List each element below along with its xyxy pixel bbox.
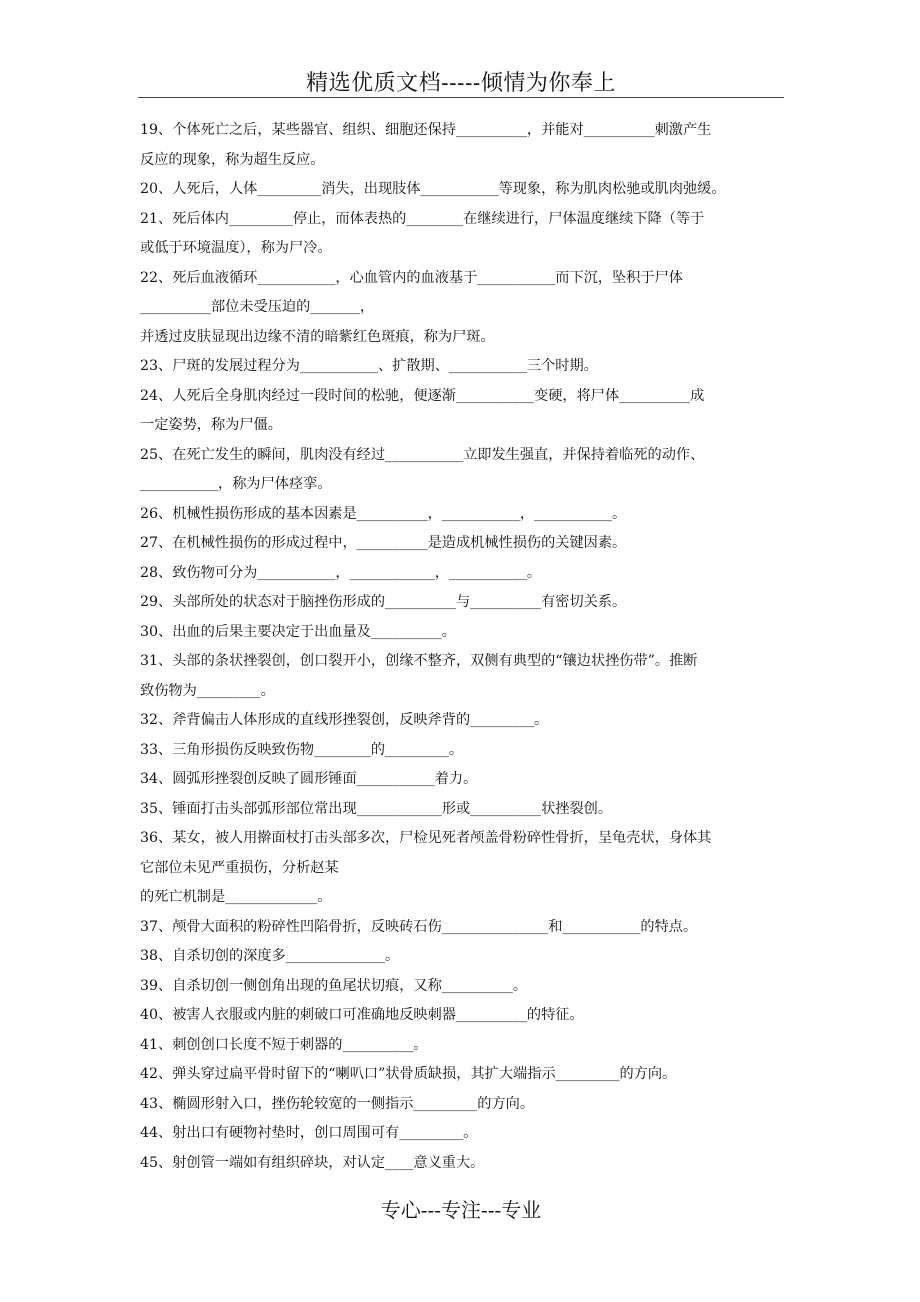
text-line: 32、斧背偏击人体形成的直线形挫裂创，反映斧背的_________。 (140, 712, 549, 728)
text-line: 反应的现象，称为超生反应。 (140, 151, 325, 168)
text-line: 23、尸斑的发展过程分为___________、扩散期、___________三个时期。 (140, 358, 598, 374)
text-line: 20、人死后，人体_________消失，出现肢体___________等现象，称为肌肉松驰或肌肉弛缓。 (140, 181, 726, 197)
text-line: 34、圆弧形挫裂创反映了圆形锤面___________着力。 (140, 771, 478, 787)
text-line: 36、某女，被人用擀面杖打击头部多次，尸检见死者颅盖骨粉碎性骨折，呈龟壳状，身体其 (140, 830, 712, 846)
text-line: 43、椭圆形射入口，挫伤轮较宽的一侧指示_________的方向。 (140, 1095, 535, 1112)
header-divider (138, 97, 784, 98)
page-footer: 专心---专注---专业 (380, 1198, 542, 1222)
text-line: 22、死后血液循环___________，心血管内的血液基于___________而下沉，坠积于尸体 (140, 269, 683, 286)
text-line: 29、头部所处的状态对于脑挫伤形成的__________与__________有密切关系。 (140, 594, 627, 610)
text-line: 致伤物为_________。 (140, 682, 275, 699)
text-line: 38、自杀切创的深度多______________。 (140, 948, 400, 964)
text-line: 28、致伤物可分为___________，____________，___________。 (140, 564, 542, 581)
question-list (140, 116, 784, 1178)
text-line: 30、出血的后果主要决定于出血量及__________。 (140, 623, 456, 640)
text-line: 19、个体死亡之后，某些器官、组织、细胞还保持__________，并能对__________刺激产生 (140, 122, 712, 138)
text-line: 37、颅骨大面积的粉碎性凹陷骨折，反映砖石伤_______________和___________的特点。 (140, 918, 698, 935)
text-line: 42、弹头穿过扁平骨时留下的“喇叭口”状骨质缺损，其扩大端指示_________的方向。 (140, 1066, 677, 1082)
text-line: 21、死后体内_________停止，而体表热的________在继续进行，尸体温度继续下降（等于 (140, 210, 705, 227)
text-line: 26、机械性损伤形成的基本因素是__________，___________，___________。 (140, 505, 627, 522)
text-line: 35、锤面打击头部弧形部位常出现____________形或__________状挫裂创。 (140, 800, 613, 817)
text-line: ___________，称为尸体痉挛。 (140, 476, 332, 492)
text-line: 41、刺创创口长度不短于刺器的__________。 (140, 1036, 428, 1053)
text-line: 44、射出口有硬物衬垫时，创口周围可有_________。 (140, 1125, 478, 1141)
text-line: __________部位未受压迫的_______， (140, 299, 375, 315)
text-line: 24、人死后全身肌肉经过一段时间的松驰，便逐渐___________变硬，将尸体__________成 (140, 387, 705, 404)
text-line: 33、三角形损伤反映致伤物________的_________。 (140, 741, 464, 758)
text-line: 39、自杀切创一侧创角出现的鱼尾状切痕，又称__________。 (140, 977, 527, 994)
text-line: 并透过皮肤显现出边缘不清的暗紫红色斑痕，称为尸斑。 (140, 328, 495, 345)
text-line: 25、在死亡发生的瞬间，肌肉没有经过___________立即发生强直，并保持着临死的动作、 (140, 446, 705, 463)
text-line: 它部位未见严重损伤，分析赵某 (140, 859, 339, 876)
text-line: 的死亡机制是_____________。 (140, 889, 332, 905)
text-line: 45、射创管一端如有组织碎块，对认定____意义重大。 (140, 1154, 485, 1171)
page-header: 精选优质文档-----倾情为你奉上 (306, 71, 616, 96)
text-line: 31、头部的条状挫裂创，创口裂开小，创缘不整齐，双侧有典型的“镶边状挫伤带”。推断 (140, 653, 698, 669)
text-line: 一定姿势，称为尸僵。 (140, 417, 282, 433)
text-line: 40、被害人衣服或内脏的刺破口可准确地反映刺器__________的特征。 (140, 1007, 584, 1023)
text-line: 27、在机械性损伤的形成过程中，__________是造成机械性损伤的关键因素。 (140, 535, 627, 551)
text-line: 或低于环境温度），称为尸冷。 (140, 240, 332, 256)
